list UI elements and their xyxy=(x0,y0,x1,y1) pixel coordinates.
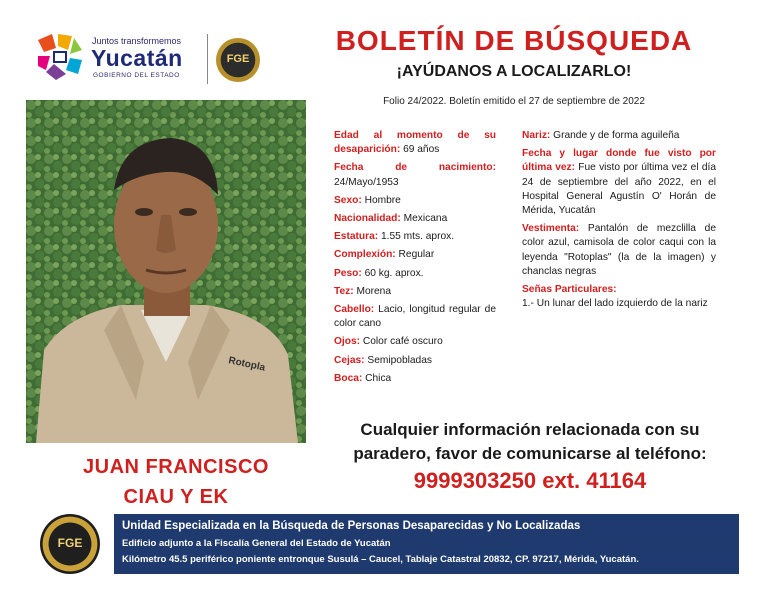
footer-building: Edificio adjunto a la Fiscalía General del Estado de Yucatán xyxy=(122,538,391,549)
detail-build: Complexión: Regular xyxy=(334,249,435,261)
detail-hair: Cabello: Lacio, longitud regular de color cano xyxy=(334,304,496,330)
portrait-illustration xyxy=(26,100,306,443)
detail-eyes: Ojos: Color café oscuro xyxy=(334,336,443,348)
yucatan-government-logo xyxy=(34,30,204,90)
footer-unit-name: Unidad Especializada en la Búsqueda de Personas Desaparecidas y No Localizadas xyxy=(122,520,581,532)
name-line-1: JUAN FRANCISCO xyxy=(83,456,269,478)
detail-complexion: Tez: Morena xyxy=(334,285,392,297)
detail-weight: Peso: 60 kg. aprox. xyxy=(334,267,424,279)
name-line-2: CIAU Y EK xyxy=(123,486,229,508)
logo-slogan: Juntos transformemos xyxy=(92,36,182,46)
detail-height: Estatura: 1.55 mts. aprox. xyxy=(334,231,455,243)
detail-nationality: Nacionalidad: Mexicana xyxy=(334,213,448,225)
detail-birthdate: Fecha de nacimiento: 24/Mayo/1953 xyxy=(334,162,496,188)
details-right-column xyxy=(522,129,716,315)
logo-caption: GOBIERNO DEL ESTADO xyxy=(93,72,180,79)
page-title: BOLETÍN DE BÚSQUEDA xyxy=(335,25,693,56)
detail-distinguishing-marks: Señas Particulares: 1.- Un lunar del lado izquierdo de la nariz xyxy=(522,284,708,310)
page-subtitle: ¡AYÚDANOS A LOCALIZARLO! xyxy=(396,63,632,80)
contact-phone[interactable]: 9999303250 ext. 41164 xyxy=(413,468,647,493)
detail-eyebrows: Cejas: Semipobladas xyxy=(334,354,432,366)
logo-divider xyxy=(207,34,208,84)
detail-mouth: Boca: Chica xyxy=(334,372,392,384)
yucatan-emblem-icon xyxy=(34,30,86,82)
fge-seal-icon xyxy=(216,38,260,82)
detail-sex: Sexo: Hombre xyxy=(334,194,401,206)
fge-footer-seal-icon xyxy=(40,514,100,574)
footer-address: Kilómetro 45.5 periférico poniente entronque Susulá – Caucel, Tablaje Catastral 20832, CP. 97217, Mérida, Yucatán. xyxy=(122,554,639,565)
missing-person-photo xyxy=(26,100,306,443)
fge-seal-text: FGE xyxy=(226,53,250,65)
shirt-logo-text: Rotopla xyxy=(227,355,267,374)
details-left-column xyxy=(334,129,496,390)
detail-last-seen: Fecha y lugar donde fue visto por última vez: Fue visto por última vez el día 24 de septiembre del año 2022, en el Hospital General Agustín O' Horán de Mérida, Yucatán xyxy=(522,148,716,217)
fge-footer-seal-text: FGE xyxy=(57,536,83,550)
contact-line-2: paradero, favor de comunicarse al teléfono: xyxy=(353,444,707,463)
missing-person-name xyxy=(26,452,326,512)
folio-line: Folio 24/2022. Boletín emitido el 27 de septiembre de 2022 xyxy=(383,96,645,107)
detail-clothing: Vestimenta: Pantalón de mezclilla de color azul, camisola de color caqui con la leyenda "Rotoplas" (la de la imagen) y chanclas negras xyxy=(522,223,716,277)
detail-nose: Nariz: Grande y de forma aguileña xyxy=(522,130,680,141)
logo-wordmark: Yucatán xyxy=(91,45,183,71)
footer-banner xyxy=(114,514,739,574)
detail-age: Edad al momento de su desaparición: 69 años xyxy=(334,130,496,156)
contact-line-1: Cualquier información relacionada con su xyxy=(360,420,700,439)
